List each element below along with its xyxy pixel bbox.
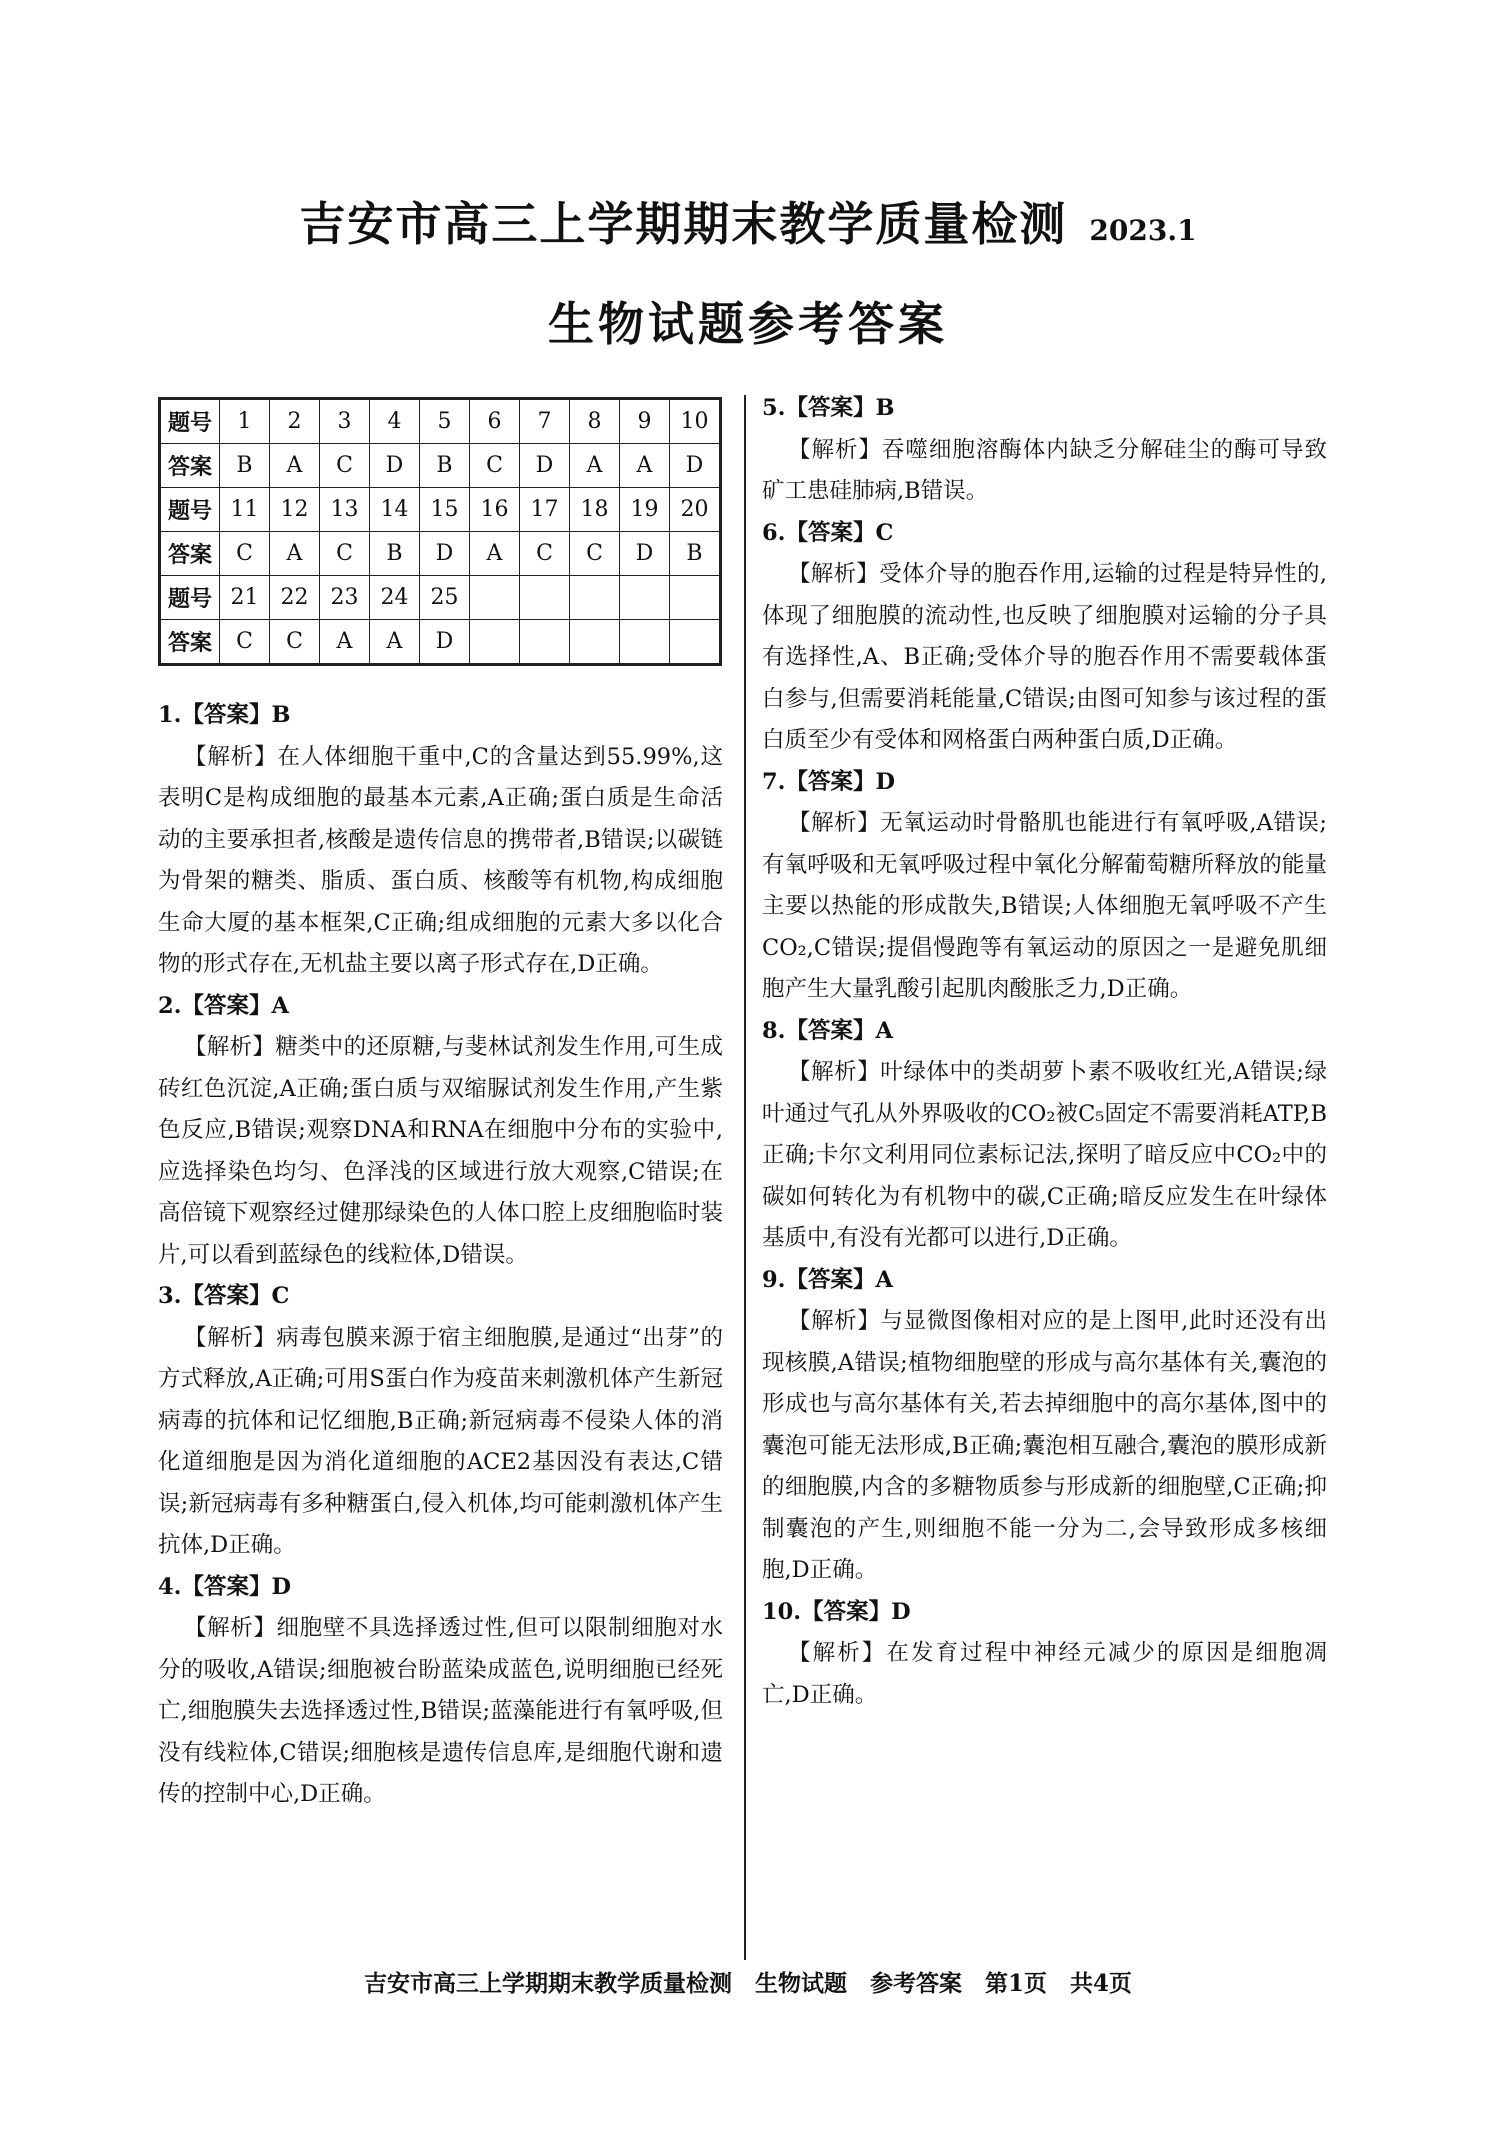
question-explanation: 【解析】叶绿体中的类胡萝卜素不吸收红光,A错误;绿叶通过气孔从外界吸收的CO₂被C₅固定不需要消耗ATP,B正确;卡尔文利用同位素标记法,探明了暗反应中CO₂中的碳如何转化为有机物中的碳,C正确;暗反应发生在叶绿体基质中,有没有光都可以进行,D正确。 — [762, 1059, 1327, 1251]
answer-cell: D — [620, 532, 670, 576]
question-number-cell: 6 — [470, 399, 520, 444]
question-explanation: 【解析】糖类中的还原糖,与斐林试剂发生作用,可生成砖红色沉淀,A正确;蛋白质与双缩脲试剂发生作用,产生紫色反应,B错误;观察DNA和RNA在细胞中分布的实验中,应选择染色均匀、色泽浅的区域进行放大观察,C错误;在高倍镜下观察经过健那绿染色的人体口腔上皮细胞临时装片,可以看到蓝绿色的线粒体,D错误。 — [158, 1034, 723, 1268]
answer-cell: C — [520, 532, 570, 576]
question-item — [158, 1567, 723, 1816]
question-number-cell — [470, 576, 520, 620]
question-item — [158, 695, 723, 986]
answer-table-row — [160, 532, 721, 576]
title-row — [0, 188, 1496, 254]
answer-cell — [470, 620, 520, 665]
question-item — [762, 513, 1327, 762]
right-column — [762, 388, 1327, 1716]
question-number-cell: 11 — [220, 488, 270, 532]
question-number-cell: 4 — [370, 399, 420, 444]
question-number-cell: 3 — [320, 399, 370, 444]
question-number-cell: 14 — [370, 488, 420, 532]
left-column — [158, 695, 723, 1816]
question-item — [158, 1276, 723, 1567]
answer-cell — [520, 620, 570, 665]
question-explanation: 【解析】无氧运动时骨骼肌也能进行有氧呼吸,A错误;有氧呼吸和无氧呼吸过程中氧化分解葡萄糖所释放的能量主要以热能的形成散失,B错误;人体细胞无氧呼吸不产生CO₂,C错误;提倡慢跑等有氧运动的原因之一是避免肌细胞产生大量乳酸引起肌肉酸胀乏力,D正确。 — [762, 810, 1327, 1002]
question-item — [762, 1592, 1327, 1717]
question-number-cell: 9 — [620, 399, 670, 444]
question-item — [762, 1260, 1327, 1592]
question-number-cell: 15 — [420, 488, 470, 532]
question-explanation: 【解析】吞噬细胞溶酶体内缺乏分解硅尘的酶可导致矿工患硅肺病,B错误。 — [762, 436, 1327, 504]
exam-date: 2023.1 — [1089, 214, 1197, 247]
question-answer-heading: 6.【答案】C — [762, 519, 894, 546]
column-divider — [744, 395, 746, 1960]
answer-cell: A — [620, 444, 670, 488]
question-explanation: 【解析】病毒包膜来源于宿主细胞膜,是通过“出芽”的方式释放,A正确;可用S蛋白作为疫苗来刺激机体产生新冠病毒的抗体和记忆细胞,B正确;新冠病毒不侵染人体的消化道细胞是因为消化道细胞的ACE2基因没有表达,C错误;新冠病毒有多种糖蛋白,侵入机体,均可能刺激机体产生抗体,D正确。 — [158, 1324, 723, 1558]
question-answer-heading: 10.【答案】D — [762, 1598, 911, 1625]
question-number-cell: 25 — [420, 576, 470, 620]
question-answer-heading: 7.【答案】D — [762, 768, 896, 795]
question-item — [158, 986, 723, 1277]
question-number-label: 题号 — [160, 576, 220, 620]
answer-table-row — [160, 488, 721, 532]
question-number-cell: 7 — [520, 399, 570, 444]
question-number-cell — [620, 576, 670, 620]
question-number-cell: 18 — [570, 488, 620, 532]
answer-cell: A — [320, 620, 370, 665]
question-answer-heading: 9.【答案】A — [762, 1266, 893, 1293]
answer-cell: C — [320, 532, 370, 576]
question-explanation: 【解析】在发育过程中神经元减少的原因是细胞凋亡,D正确。 — [762, 1640, 1327, 1708]
answer-cell: D — [420, 620, 470, 665]
answer-cell: D — [370, 444, 420, 488]
answer-cell: A — [270, 532, 320, 576]
answer-cell: B — [370, 532, 420, 576]
question-answer-heading: 3.【答案】C — [158, 1283, 290, 1309]
question-answer-heading: 5.【答案】B — [762, 395, 895, 421]
question-number-cell: 1 — [220, 399, 270, 444]
question-number-cell — [520, 576, 570, 620]
answer-table-row — [160, 576, 721, 620]
answer-cell — [570, 620, 620, 665]
answer-cell: B — [220, 444, 270, 488]
question-number-cell — [670, 576, 721, 620]
question-item — [762, 762, 1327, 1011]
answer-cell: D — [670, 444, 721, 488]
question-number-cell: 19 — [620, 488, 670, 532]
page-footer: 吉安市高三上学期期末教学质量检测 生物试题 参考答案 第1页 共4页 — [363, 1970, 1132, 1997]
answer-cell: A — [370, 620, 420, 665]
question-item — [762, 1011, 1327, 1260]
question-number-cell: 17 — [520, 488, 570, 532]
answer-cell: C — [220, 620, 270, 665]
answer-cell: B — [420, 444, 470, 488]
question-item — [762, 388, 1327, 513]
question-explanation: 【解析】细胞壁不具选择透过性,但可以限制细胞对水分的吸收,A错误;细胞被台盼蓝染成蓝色,说明细胞已经死亡,细胞膜失去选择透过性,B错误;蓝藻能进行有氧呼吸,但没有线粒体,C错误;细胞核是遗传信息库,是细胞代谢和遗传的控制中心,D正确。 — [158, 1615, 723, 1807]
question-number-cell: 13 — [320, 488, 370, 532]
question-number-cell: 10 — [670, 399, 721, 444]
question-number-cell: 20 — [670, 488, 721, 532]
answer-cell: C — [220, 532, 270, 576]
answer-table-row — [160, 620, 721, 665]
answer-cell: C — [270, 620, 320, 665]
answer-cell: A — [470, 532, 520, 576]
question-number-label: 题号 — [160, 488, 220, 532]
question-answer-heading: 8.【答案】A — [762, 1017, 893, 1044]
answer-cell: B — [670, 532, 721, 576]
question-number-label: 题号 — [160, 399, 220, 444]
question-number-cell: 21 — [220, 576, 270, 620]
question-answer-heading: 1.【答案】B — [158, 702, 291, 728]
answer-label: 答案 — [160, 444, 220, 488]
answer-cell: D — [420, 532, 470, 576]
answer-cell: D — [520, 444, 570, 488]
question-number-cell: 2 — [270, 399, 320, 444]
answer-label: 答案 — [160, 532, 220, 576]
question-answer-heading: 2.【答案】A — [158, 992, 289, 1019]
question-explanation: 【解析】在人体细胞干重中,C的含量达到55.99%,这表明C是构成细胞的最基本元素,A正确;蛋白质是生命活动的主要承担者,核酸是遗传信息的携带者,B错误;以碳链为骨架的糖类、脂质、蛋白质、核酸等有机物,构成细胞生命大厦的基本框架,C正确;组成细胞的元素大多以化合物的形式存在,无机盐主要以离子形式存在,D正确。 — [158, 743, 723, 977]
answer-table-row — [160, 444, 721, 488]
answer-cell — [620, 620, 670, 665]
answer-cell: A — [570, 444, 620, 488]
answer-table — [158, 397, 722, 666]
question-number-cell: 24 — [370, 576, 420, 620]
answer-cell: C — [320, 444, 370, 488]
answer-label: 答案 — [160, 620, 220, 665]
answer-cell: C — [570, 532, 620, 576]
page-subtitle: 生物试题参考答案 — [548, 297, 948, 351]
question-explanation: 【解析】与显微图像相对应的是上图甲,此时还没有出现核膜,A错误;植物细胞壁的形成与高尔基体有关,囊泡的形成也与高尔基体有关,若去掉细胞中的高尔基体,图中的囊泡可能无法形成,B正确;囊泡相互融合,囊泡的膜形成新的细胞膜,内含的多糖物质参与形成新的细胞壁,C正确;抑制囊泡的产生,则细胞不能一分为二,会导致形成多核细胞,D正确。 — [762, 1308, 1327, 1583]
question-explanation: 【解析】受体介导的胞吞作用,运输的过程是特异性的,体现了细胞膜的流动性,也反映了细胞膜对运输的分子具有选择性,A、B正确;受体介导的胞吞作用不需要载体蛋白参与,但需要消耗能量,C错误;由图可知参与该过程的蛋白质至少有受体和网格蛋白两种蛋白质,D正确。 — [762, 561, 1327, 753]
question-number-cell: 22 — [270, 576, 320, 620]
question-answer-heading: 4.【答案】D — [158, 1573, 292, 1600]
question-number-cell: 23 — [320, 576, 370, 620]
answer-cell: C — [470, 444, 520, 488]
question-number-cell: 8 — [570, 399, 620, 444]
page-title: 吉安市高三上学期期末教学质量检测 — [299, 197, 1068, 251]
answer-cell: A — [270, 444, 320, 488]
question-number-cell — [570, 576, 620, 620]
answer-table-row — [160, 399, 721, 444]
question-number-cell: 5 — [420, 399, 470, 444]
question-number-cell: 16 — [470, 488, 520, 532]
question-number-cell: 12 — [270, 488, 320, 532]
answer-cell — [670, 620, 721, 665]
